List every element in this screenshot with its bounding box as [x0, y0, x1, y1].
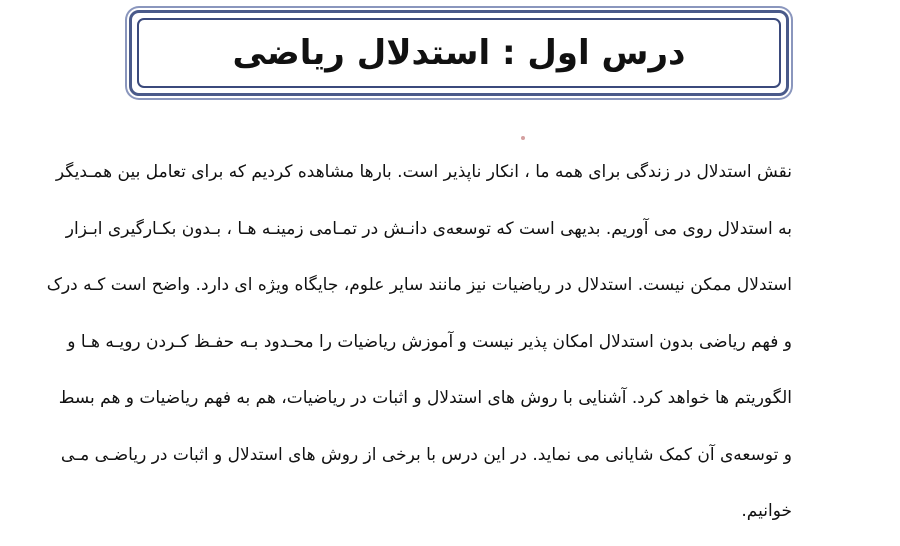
lesson-title: درس اول : استدلال ریاضی: [232, 33, 686, 73]
title-box: [129, 10, 789, 96]
paragraph-line: خوانیم.: [741, 501, 792, 521]
paragraph-line: و توسعه‌ی آن کمک شایانی می نماید. در این درس با برخی از روش های استدلال و اثبات در ریاضـی مـی: [60, 444, 792, 465]
paragraph-line: الگوریتم ها خواهد کرد. آشنایی با روش های استدلال و اثبات در ریاضیات، هم به فهم ریاضیات و هم بسط: [58, 388, 792, 408]
paragraph-line: به استدلال روی می آوریم. بدیهی است که توسعه‌ی دانـش در تمـامی زمینـه هـا ، بـدون بکـارگیری ابـزار: [65, 218, 792, 239]
body-paragraph: [46, 150, 792, 546]
paragraph-line: و فهم ریاضی بدون استدلال امکان پذیر نیست و آموزش ریاضیات را محـدود بـه حفـظ کـردن رویـه هـا و: [67, 331, 792, 352]
title-box-inner-border: [137, 18, 781, 88]
decorative-dot: [521, 136, 525, 140]
paragraph-line: نقش استدلال در زندگی برای همه ما ، انکار ناپذیر است. بارها مشاهده کردیم که برای تعامل بین همـدیگر: [55, 162, 792, 182]
paragraph-line: استدلال ممکن نیست. استدلال در ریاضیات نیز مانند سایر علوم، جایگاه ویژه ای دارد. واضح است کـه درک: [46, 275, 792, 295]
